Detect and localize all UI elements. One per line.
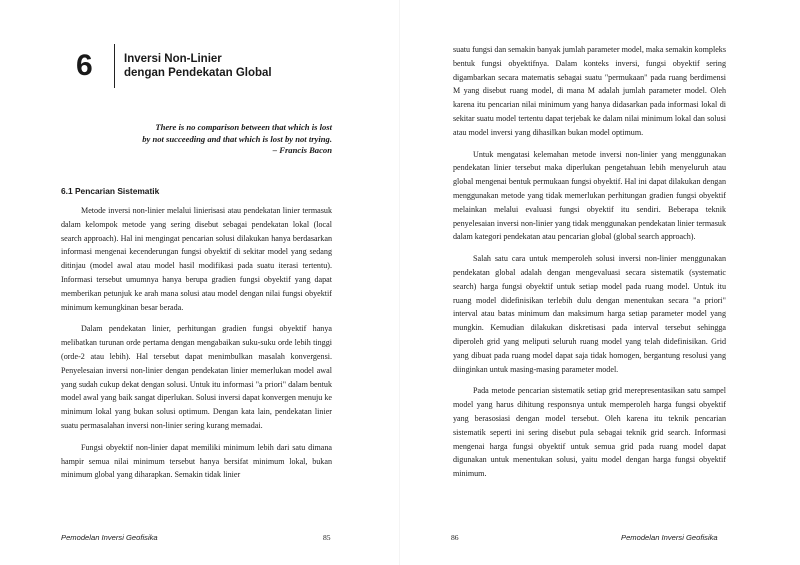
chapter-number: 6	[76, 49, 93, 82]
page-number: 85	[323, 533, 331, 542]
paragraph: Untuk mengatasi kelemahan metode inversi non-linier yang menggunakan pendekatan linier tersebut maka diperlukan pengetahuan lebih menyeluruh atau global mengenai bentuk permukaan fungsi obyektif. Hal ini dapat dilakukan dengan menggunakan metode yang tidak memerlukan perhitungan gradien fungsi obyektif melainkan melalui evaluasi fungsi obyektif itu sendiri. Beberapa teknik penyelesaian inversi non-linier yang tidak menggunakan pendekatan linier termasuk dalam kategori pendekatan atau pencarian global (global search approach).	[453, 149, 726, 242]
paragraph: Salah satu cara untuk memperoleh solusi inversi non-linier menggunakan pendekatan global adalah dengan mengevaluasi secara sistematik (systematic search) harga fungsi obyektif untuk setiap model pada ruang model. Untuk itu ruang model didefinisikan terlebih dulu dengan menentukan secara "a priori" interval atau batas minimum dan maksimum harga setiap parameter model yang mungkin. Kemudian dilakukan diskretisasi pada interval tersebut sehingga diperoleh grid yang meliputi seluruh ruang model yang telah didefinisikan. Grid yang dibuat pada ruang model dapat saja tidak homogen, bergantung resolusi yang diinginkan untuk masing-masing parameter model.	[453, 254, 726, 374]
paragraph: Pada metode pencarian sistematik setiap grid merepresentasikan satu sampel model yang harus dihitung responsnya untuk memperoleh harga fungsi obyektif yang berasosiasi dengan model tersebut. Oleh karena itu teknik pencarian sistematik seperti ini sering disebut pula sebagai teknik grid search. Informasi mengenai harga fungsi obyektif untuk semua grid pada ruang model dapat digunakan untuk menentukan solusi, yaitu model dengan harga fungsi obyektif minimum.	[453, 386, 726, 479]
page-number: 86	[451, 533, 459, 542]
footer-book-title: Pemodelan Inversi Geofisika	[61, 533, 158, 542]
epigraph	[142, 122, 332, 157]
right-page	[400, 0, 800, 565]
paragraph: Dalam pendekatan linier, perhitungan gradien fungsi obyektif hanya melibatkan turunan orde pertama dengan mengabaikan suku-suku orde lebih tinggi (orde-2 atau lebih). Hal tersebut dapat menimbulkan masalah konvergensi. Penyelesaian inversi non-linier dengan pendekatan linier memerlukan model awal yang sudah cukup dekat dengan solusi. Untuk itu informasi "a priori" dalam bentuk model awal yang baik sangat diperlukan. Solusi inversi dapat konvergen menuju ke minimum lokal yang bukan solusi optimum. Dengan kata lain, pendekatan linier suatu permasalahan inversi non-linier sering kurang memadai.	[61, 324, 332, 430]
epigraph-author: – Francis Bacon	[272, 145, 332, 155]
chapter-title	[124, 53, 272, 80]
chapter-divider	[114, 44, 115, 88]
paragraph: Metode inversi non-linier melalui linierisasi atau pendekatan linier termasuk dalam kelompok metode yang sering disebut sebagai pendekatan lokal (local search approach). Hal ini mengingat pencarian solusi dilakukan hanya berdasarkan informasi mengenai kecenderungan fungsi obyektif di sekitar model yang sedang ditinjau (model awal atau model hasil modifikasi pada suatu iterasi tertentu). Informasi tersebut umumnya hanya berupa gradien fungsi obyektif yang dapat memberikan petunjuk ke arah mana solusi atau model dengan nilai fungsi obyektif minimum kemungkinan besar berada.	[61, 206, 332, 312]
paragraph: suatu fungsi dan semakin banyak jumlah parameter model, maka semakin kompleks bentuk fungsi obyektifnya. Dalam konteks inversi, fungsi obyektif sering digambarkan secara matematis sebagai suatu "permukaan" pada ruang berdimensi M yang disebut ruang model, di mana M adalah jumlah parameter model. Oleh karena itu pencarian nilai minimum yang hanya didasarkan pada informasi lokal di sekitar suatu model tertentu dapat terjebak ke dalam nilai minimum lokal dan solusi atau model inversi yang dihasilkan bukan model optimum.	[453, 45, 726, 137]
footer-book-title: Pemodelan Inversi Geofisika	[621, 533, 718, 542]
right-body-text	[453, 43, 726, 489]
section-title: 6.1 Pencarian Sistematik	[61, 186, 160, 196]
left-body-text	[61, 204, 332, 490]
epigraph-line2: by not succeeding and that which is lost by not trying.	[142, 133, 332, 144]
epigraph-line1: There is no comparison between that which is lost	[155, 122, 332, 132]
chapter-title-line1: Inversi Non-Linier	[124, 53, 222, 65]
paragraph: Fungsi obyektif non-linier dapat memiliki minimum lebih dari satu dimana hampir semua nilai minimum tersebut hanya bersifat minimum lokal, bukan minimum global yang diharapkan. Semakin tidak linier	[61, 442, 332, 480]
chapter-title-line2: dengan Pendekatan Global	[124, 66, 272, 79]
